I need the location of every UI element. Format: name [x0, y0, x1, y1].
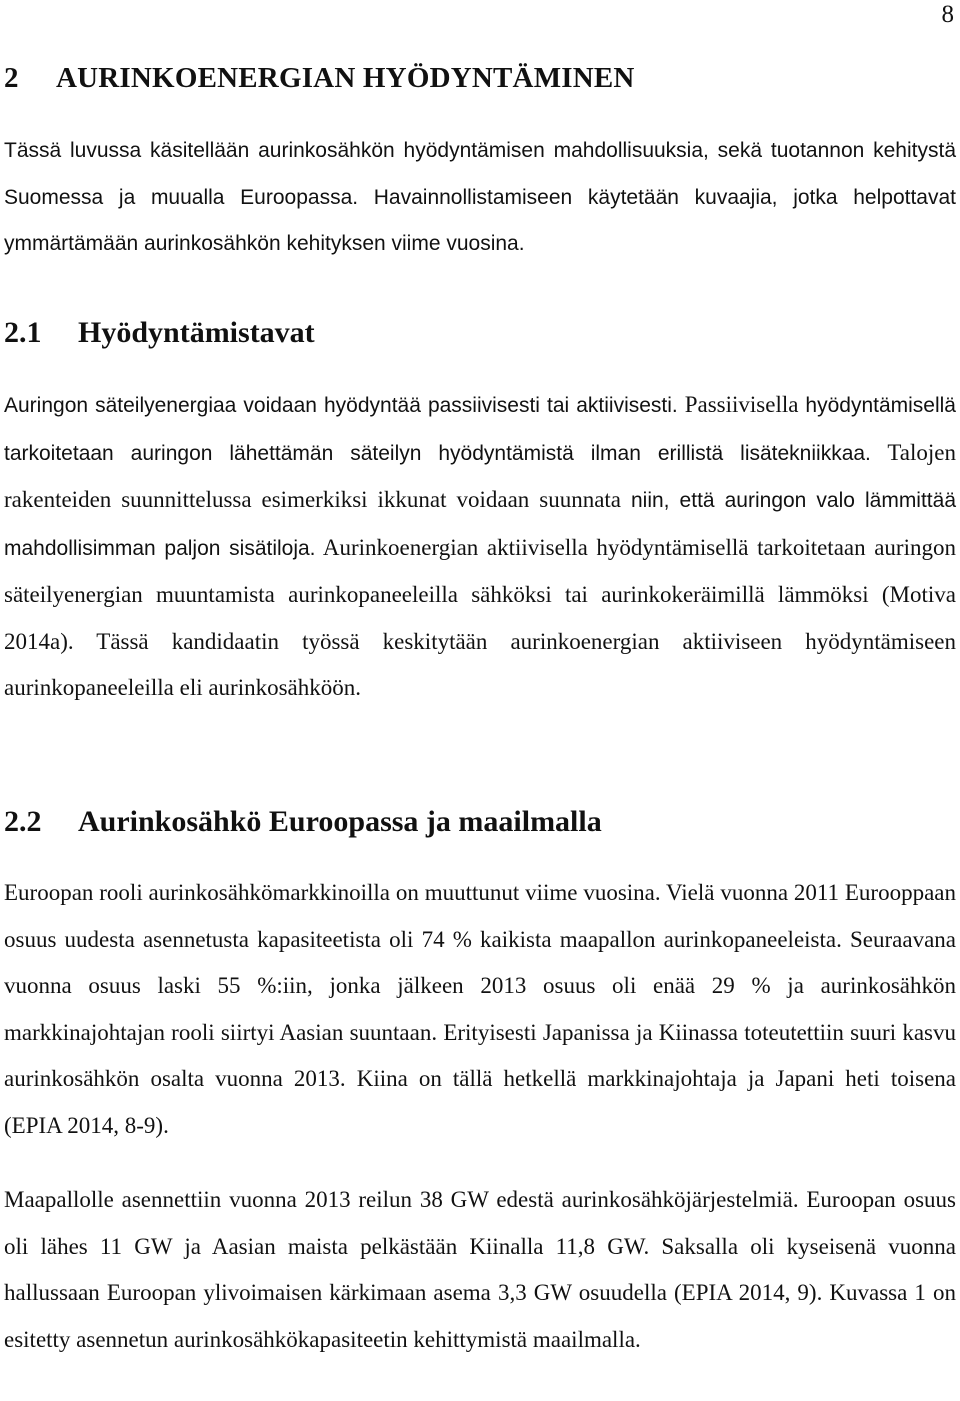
paragraph-segment: hyödyntämisellä tarkoitetaan auringon lähettämän säteilyn hyödyntämistä ilman erillistä lisätekniikkaa. — [4, 394, 956, 465]
section-2-2-number: 2.2 — [4, 805, 42, 838]
section-2-1-number: 2.1 — [4, 316, 42, 349]
paragraph-segment: niin, että auringon valo lämmittää mahdollisimman paljon sisätiloja. — [4, 489, 957, 560]
section-2-1-title: Hyödyntämistavat — [78, 316, 315, 349]
paragraph-segment: Passiivisella — [684, 392, 799, 417]
chapter-title: AURINKOENERGIAN HYÖDYNTÄMINEN — [56, 62, 635, 94]
chapter-intro-paragraph: Tässä luvussa käsitellään aurinkosähkön hyödyntämisen mahdollisuuksia, sekä tuotannon kehitystä Suomessa ja muualla Euroopassa. Havainnollistamiseen käytetään kuvaajia, jotka helpottavat ymmärtämään aurinkosähkön kehityksen viime vuosina. — [4, 139, 956, 255]
section-2-2-title: Aurinkosähkö Euroopassa ja maailmalla — [78, 805, 602, 838]
paragraph-segment: Talojen rakenteiden suunnittelussa esimerkiksi ikkunat voidaan suunnata — [4, 439, 956, 512]
section-2-1-heading — [4, 311, 315, 355]
section-2-2-heading — [4, 800, 602, 844]
section-2-2-paragraph-2: Maapallolle asennettiin vuonna 2013 reilun 38 GW edestä aurinkosähköjärjestelmiä. Euroopan osuus oli lähes 11 GW ja Aasian maista pelkästään Kiinalla 11,8 GW. Saksalla oli kyseisenä vuonna hallussaan Euroopan ylivoimaisen kärkimaan asema 3,3 GW osuudella (EPIA 2014, 9). Kuvassa 1 on esitetty asennetun aurinkosähkökapasiteetin kehittymistä maailmalla. — [4, 1187, 956, 1352]
paragraph-segment: Aurinkoenergian aktiivisella hyödyntämisellä tarkoitetaan auringon säteilyenergian muuntamista aurinkopaneeleilla sähköksi tai aurinkokeräimillä lämmöksi (Motiva 2014a). Tässä kandidaatin työssä keskitytään aurinkoenergian aktiiviseen hyödyntämiseen aurinkopaneeleilla eli aurinkosähköön. — [4, 534, 956, 700]
page-number: 8 — [941, 1, 954, 28]
paragraph-segment: Auringon säteilyenergiaa voidaan hyödyntää passiivisesti tai aktiivisesti. — [4, 394, 678, 417]
chapter-number: 2 — [4, 62, 19, 94]
section-2-1-paragraph — [4, 382, 956, 712]
section-2-2-paragraph-1: Euroopan rooli aurinkosähkömarkkinoilla on muuttunut viime vuosina. Vielä vuonna 2011 Eurooppaan osuus uudesta asennetusta kapasiteetista oli 74 % kaikista maapallon aurinkopaneeleista. Seuraavana vuonna osuus laski 55 %:iin, jonka jälkeen 2013 osuus oli enää 29 % ja aurinkosähkön markkinajohtajan rooli siirtyi Aasian suuntaan. Erityisesti Japanissa ja Kiinassa toteutettiin suuri kasvu aurinkosähkön osalta vuonna 2013. Kiina on tällä hetkellä markkinajohtaja ja Japani heti toisena (EPIA 2014, 8-9). — [4, 880, 956, 1138]
chapter-heading — [4, 56, 635, 100]
